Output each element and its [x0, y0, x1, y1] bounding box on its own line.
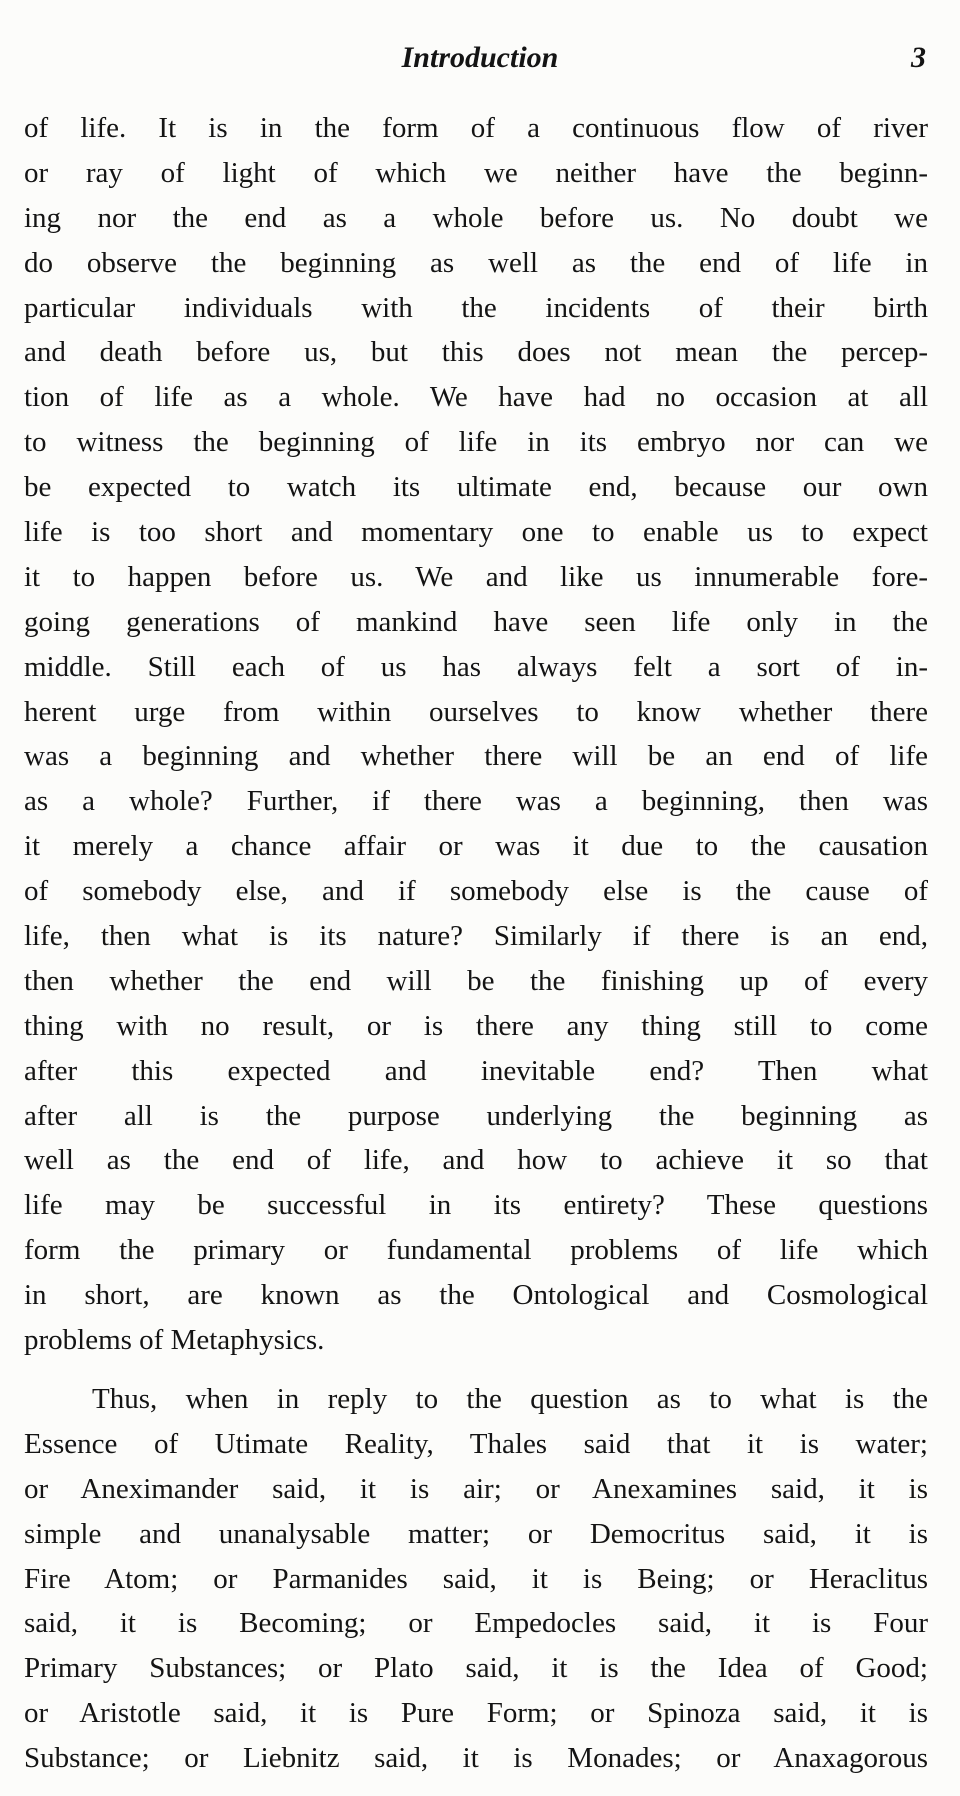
page-header — [0, 36, 960, 80]
text-line: or ray of light of which we neither have the beginn- — [24, 156, 928, 189]
text-line: or Aristotle said, it is Pure Form; or Spinoza said, it is — [24, 1697, 928, 1730]
page-number: 3 — [911, 41, 926, 74]
text-line: it to happen before us. We and like us innumerable fore- — [24, 560, 928, 593]
text-line: then whether the end will be the finishing up of every — [24, 964, 928, 997]
text-line: after this expected and inevitable end? Then what — [24, 1054, 928, 1087]
text-line: Essence of Utimate Reality, Thales said that it is water; — [24, 1427, 928, 1460]
text-line: in short, are known as the Ontological and Cosmological — [24, 1279, 928, 1312]
paragraph-1 — [24, 106, 928, 1363]
text-line: to witness the beginning of life in its embryo nor can we — [24, 426, 928, 459]
text-line: tion of life as a whole. We have had no occasion at all — [24, 381, 928, 414]
text-line: of life. It is in the form of a continuous flow of river — [24, 112, 928, 144]
text-line: or Aneximander said, it is air; or Anexamines said, it is — [24, 1472, 928, 1505]
text-line: middle. Still each of us has always felt a sort of in- — [24, 650, 928, 683]
text-line: of somebody else, and if somebody else is the cause of — [24, 875, 928, 908]
paragraph-2 — [24, 1377, 928, 1781]
text-line: Substance; or Liebnitz said, it is Monades; or Anaxagorous — [24, 1742, 928, 1775]
text-line: as a whole? Further, if there was a beginning, then was — [24, 785, 928, 818]
text-line: it merely a chance affair or was it due to the causation — [24, 830, 928, 863]
text-line: said, it is Becoming; or Empedocles said, it is Four — [24, 1607, 928, 1640]
text-line: well as the end of life, and how to achieve it so that — [24, 1144, 928, 1177]
text-line: going generations of mankind have seen life only in the — [24, 605, 928, 638]
text-line: form the primary or fundamental problems of life which — [24, 1234, 928, 1267]
text-line: life may be successful in its entirety? These questions — [24, 1189, 928, 1222]
text-line: ing nor the end as a whole before us. No doubt we — [24, 201, 928, 234]
text-line: Primary Substances; or Plato said, it is the Idea of Good; — [24, 1652, 928, 1685]
text-line: and death before us, but this does not mean the percep- — [24, 336, 928, 369]
text-line: be expected to watch its ultimate end, because our own — [24, 471, 928, 504]
text-line: Thus, when in reply to the question as to what is the — [92, 1382, 928, 1415]
text-line: thing with no result, or is there any thing still to come — [24, 1009, 928, 1042]
text-line: was a beginning and whether there will be an end of life — [24, 740, 928, 773]
text-line: problems of Metaphysics. — [24, 1324, 325, 1357]
paragraph-gap — [24, 1363, 928, 1377]
text-line: simple and unanalysable matter; or Democritus said, it is — [24, 1517, 928, 1550]
body-text — [24, 106, 928, 1781]
text-line: Fire Atom; or Parmanides said, it is Being; or Heraclitus — [24, 1562, 928, 1595]
running-title: Introduction — [401, 41, 559, 74]
text-line: after all is the purpose underlying the beginning as — [24, 1099, 928, 1132]
text-line: life is too short and momentary one to enable us to expect — [24, 516, 928, 549]
text-line: herent urge from within ourselves to know whether there — [24, 695, 928, 728]
text-line: do observe the beginning as well as the end of life in — [24, 246, 928, 279]
text-line: life, then what is its nature? Similarly if there is an end, — [24, 920, 928, 953]
text-line: particular individuals with the incidents of their birth — [24, 291, 928, 324]
